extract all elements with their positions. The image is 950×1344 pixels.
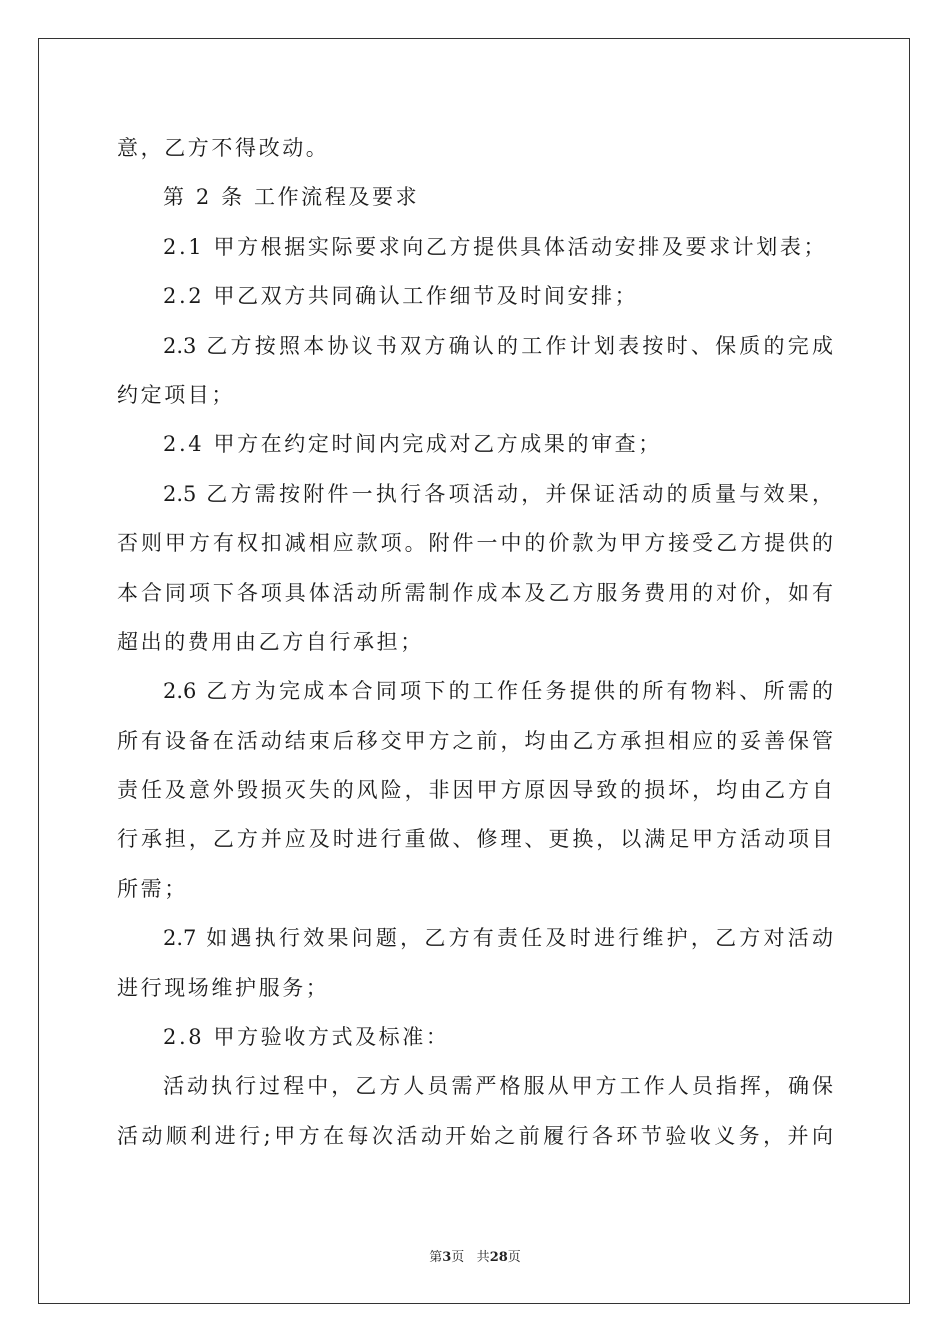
current-page-number: 3	[442, 1250, 452, 1265]
text-line: 本合同项下各项具体活动所需制作成本及乙方服务费用的对价，如有	[117, 580, 833, 605]
text-line: 活动执行过程中，乙方人员需严格服从甲方工作人员指挥，确保	[163, 1074, 833, 1099]
text-line: 2.1 甲方根据实际要求向乙方提供具体活动安排及要求计划表；	[163, 234, 828, 259]
page-footer	[0, 1246, 950, 1265]
footer-total-suffix: 页	[507, 1250, 521, 1265]
text-line: 行承担，乙方并应及时进行重做、修理、更换，以满足甲方活动项目	[117, 827, 833, 852]
text-line: 2.8 甲方验收方式及标准：	[163, 1025, 450, 1050]
text-line: 2.4 甲方在约定时间内完成对乙方成果的审查；	[163, 432, 662, 457]
text-line: 所需；	[117, 876, 188, 901]
text-line: 否则甲方有权扣减相应款项。附件一中的价款为甲方接受乙方提供的	[117, 531, 833, 556]
text-line: 第 2 条 工作流程及要求	[163, 185, 420, 210]
text-line: 进行现场维护服务；	[117, 975, 330, 1000]
footer-page-word: 页	[451, 1250, 465, 1265]
text-line: 所有设备在活动结束后移交甲方之前，均由乙方承担相应的妥善保管	[117, 728, 833, 753]
text-line: 约定项目；	[117, 382, 235, 407]
text-line: 2.5 乙方需按附件一执行各项活动，并保证活动的质量与效果，	[163, 481, 833, 506]
text-line: 活动顺利进行;甲方在每次活动开始之前履行各环节验收义务，并向	[117, 1123, 833, 1148]
document-body	[117, 124, 833, 1161]
footer-total-prefix: 共	[476, 1250, 490, 1265]
text-line: 责任及意外毁损灭失的风险，非因甲方原因导致的损坏，均由乙方自	[117, 778, 833, 803]
text-line: 意，乙方不得改动。	[117, 136, 330, 160]
text-line: 超出的费用由乙方自行承担；	[117, 629, 424, 654]
text-line: 2.7 如遇执行效果问题，乙方有责任及时进行维护，乙方对活动	[163, 926, 833, 951]
footer-prefix: 第	[429, 1250, 443, 1265]
text-line: 2.3 乙方按照本协议书双方确认的工作计划表按时、保质的完成	[163, 333, 833, 358]
text-line: 2.6 乙方为完成本合同项下的工作任务提供的所有物料、所需的	[163, 679, 833, 704]
total-pages-number: 28	[489, 1250, 508, 1265]
text-line: 2.2 甲乙双方共同确认工作细节及时间安排；	[163, 284, 639, 309]
